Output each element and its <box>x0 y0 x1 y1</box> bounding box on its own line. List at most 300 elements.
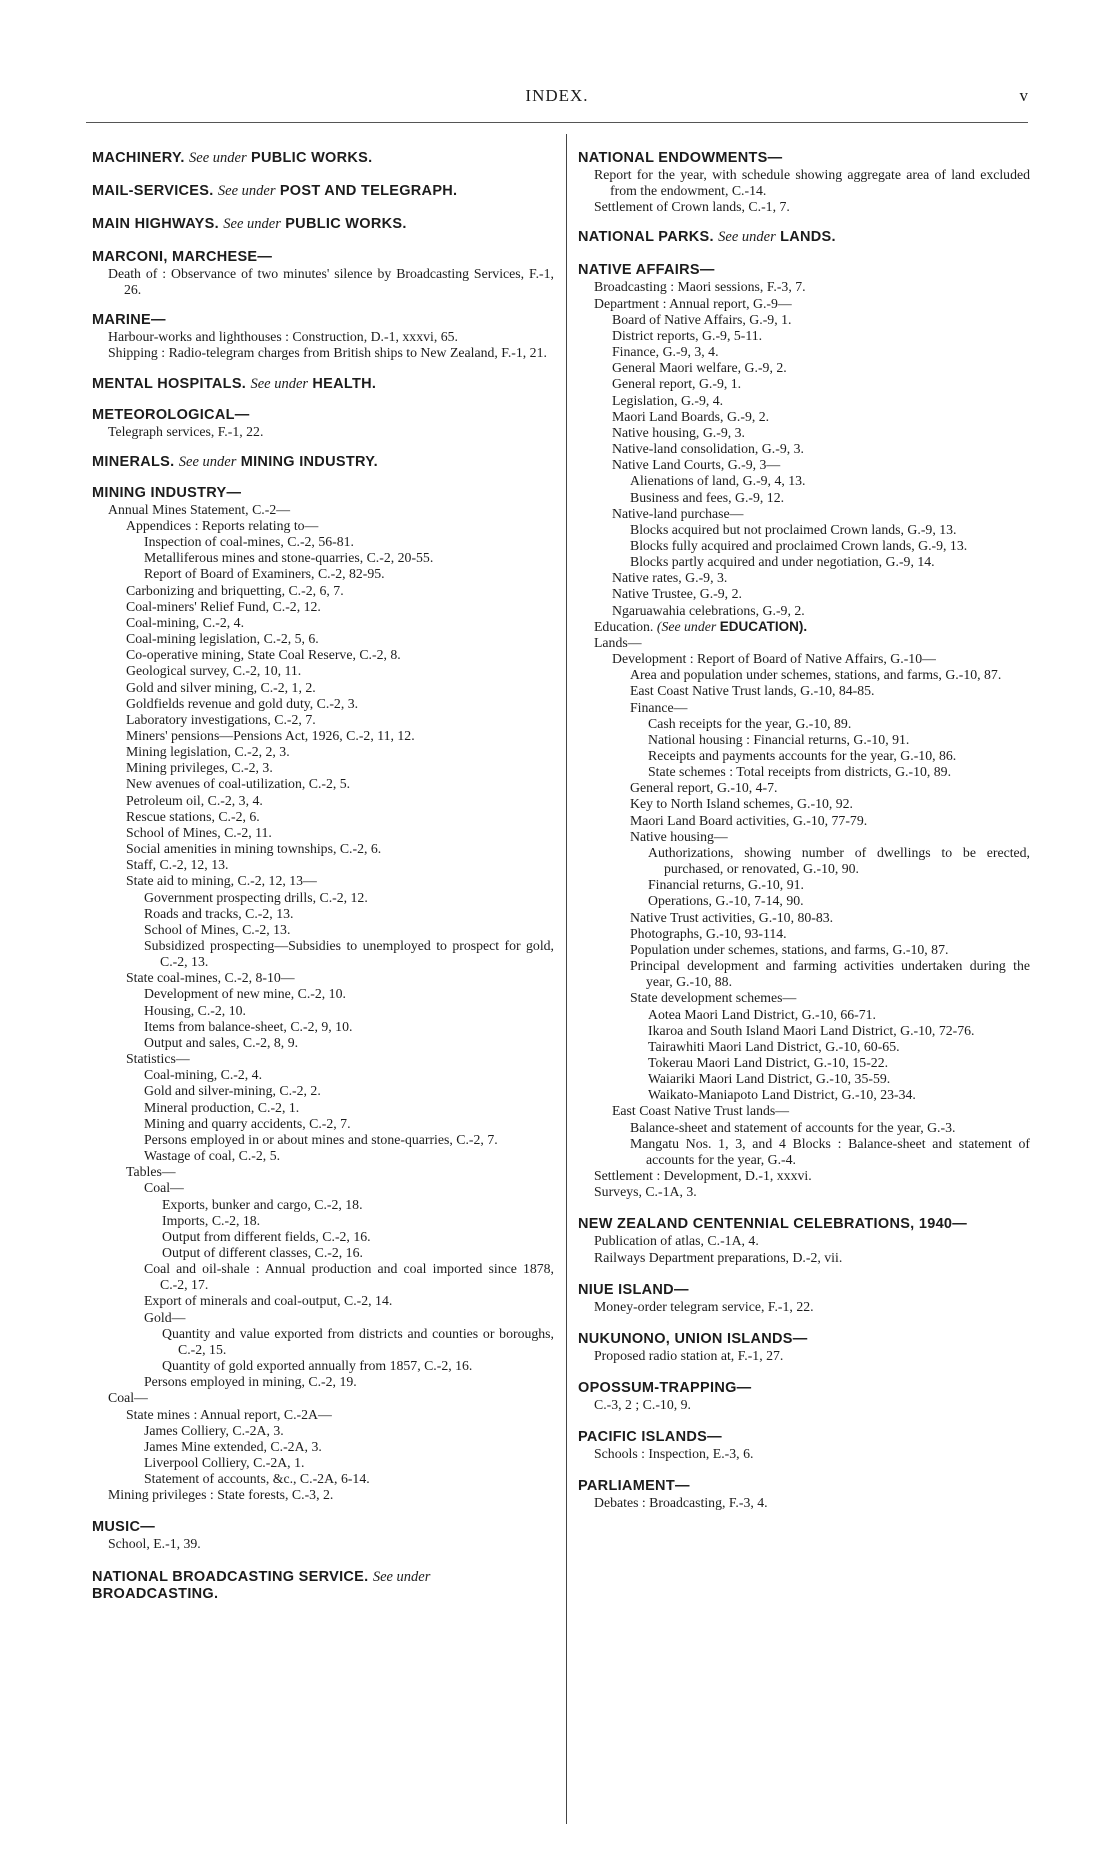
subentry-text: Appendices : Reports relating to— <box>126 517 319 533</box>
index-subentry <box>92 890 554 906</box>
subentry-text: Shipping : Radio-telegram charges from British ships to New Zealand, F.-1, 21. <box>108 345 547 361</box>
subentry-text: Coal-miners' Relief Fund, C.-2, 12. <box>126 598 321 614</box>
index-subentry <box>578 522 1030 538</box>
subentry-text: Development of new mine, C.-2, 10. <box>144 986 346 1002</box>
index-subentry <box>578 780 1030 796</box>
index-heading <box>578 229 1030 246</box>
heading-text: MARCONI, MARCHESE— <box>92 249 273 265</box>
see-under: See under <box>189 150 247 166</box>
subentry-text: Staff, C.-2, 12, 13. <box>126 857 229 873</box>
subentry-text: Lands— <box>594 634 642 650</box>
subentry-text: Annual Mines Statement, C.-2— <box>108 501 291 517</box>
index-subentry <box>92 1067 554 1083</box>
index-subentry <box>92 906 554 922</box>
index-subentry <box>92 329 554 345</box>
page-header <box>86 86 1028 116</box>
index-subentry <box>92 1100 554 1116</box>
index-heading <box>578 1380 1030 1397</box>
subentry-text: National housing : Financial returns, G.-10, 91. <box>648 731 910 747</box>
index-heading <box>578 1429 1030 1446</box>
subentry-text: Geological survey, C.-2, 10, 11. <box>126 663 302 679</box>
subentry-text: Coal— <box>144 1180 184 1196</box>
index-subentry <box>578 538 1030 554</box>
subentry-text: Rescue stations, C.-2, 6. <box>126 808 260 824</box>
heading-text: OPOSSUM-TRAPPING— <box>578 1380 752 1396</box>
index-subentry <box>92 1487 554 1503</box>
index-subentry <box>578 893 1030 909</box>
cross-reference: PUBLIC WORKS. <box>250 150 373 166</box>
index-subentry <box>578 748 1030 764</box>
subentry-text: Finance, G.-9, 3, 4. <box>612 344 719 360</box>
heading-text: NATIVE AFFAIRS— <box>578 262 715 279</box>
subentry-text: Government prospecting drills, C.-2, 12. <box>144 889 368 905</box>
subentry-text: Persons employed in or about mines and stone-quarries, C.-2, 7. <box>144 1131 498 1147</box>
subentry-text: Mining privileges : State forests, C.-3, 2. <box>108 1487 334 1503</box>
index-heading <box>92 485 554 502</box>
heading-text: NEW ZEALAND CENTENNIAL CELEBRATIONS, 1940— <box>578 1216 968 1233</box>
heading-text: MAIL-SERVICES. <box>92 183 214 199</box>
cross-reference: LANDS. <box>780 229 836 246</box>
subentry-text: Wastage of coal, C.-2, 5. <box>144 1148 281 1164</box>
index-subentry <box>578 1087 1030 1103</box>
index-subentry <box>578 829 1030 845</box>
subentry-text: Liverpool Colliery, C.-2A, 1. <box>144 1455 305 1470</box>
index-heading <box>578 1331 1030 1348</box>
index-subentry <box>578 716 1030 732</box>
index-subentry <box>92 1245 554 1261</box>
index-subentry <box>578 1446 1030 1462</box>
subentry-text: C.-3, 2 ; C.-10, 9. <box>594 1397 691 1412</box>
index-subentry <box>578 942 1030 958</box>
index-subentry <box>578 603 1030 619</box>
subentry-text: New avenues of coal-utilization, C.-2, 5. <box>126 776 351 792</box>
index-subentry <box>92 1035 554 1051</box>
heading-text: PACIFIC ISLANDS— <box>578 1429 722 1446</box>
index-subentry <box>92 1148 554 1164</box>
index-subentry <box>578 1495 1030 1511</box>
index-subentry <box>92 1083 554 1099</box>
cross-reference: EDUCATION). <box>719 618 808 634</box>
index-subentry <box>92 809 554 825</box>
index-heading <box>92 1569 554 1603</box>
subentry-text: Coal-mining, C.-2, 4. <box>126 614 245 630</box>
subentry-text: Social amenities in mining townships, C.-2, 6. <box>126 841 382 857</box>
index-subentry <box>92 1019 554 1035</box>
subentry-text: Gold and silver mining, C.-2, 1, 2. <box>126 679 316 695</box>
subentry-text: General report, G.-10, 4-7. <box>630 780 778 796</box>
index-subentry <box>92 1132 554 1148</box>
index-subentry <box>578 1023 1030 1039</box>
index-subentry <box>92 938 554 970</box>
index-subentry <box>578 1055 1030 1071</box>
index-subentry <box>578 312 1030 328</box>
header-rule <box>86 122 1028 123</box>
subentry-text: District reports, G.-9, 5-11. <box>612 327 763 343</box>
index-subentry <box>578 990 1030 1006</box>
subentry-text: Ikaroa and South Island Maori Land District, G.-10, 72-76. <box>648 1022 975 1038</box>
index-heading <box>92 376 554 393</box>
subentry-text: Native rates, G.-9, 3. <box>612 570 728 586</box>
index-subentry <box>92 728 554 744</box>
index-subentry <box>578 1039 1030 1055</box>
subentry-text: Aotea Maori Land District, G.-10, 66-71. <box>648 1006 876 1022</box>
subentry-text: Roads and tracks, C.-2, 13. <box>144 905 294 921</box>
index-column-right <box>578 150 1030 1511</box>
subentry-text: East Coast Native Trust lands— <box>612 1103 790 1119</box>
index-subentry <box>92 1471 554 1487</box>
heading-text: MINING INDUSTRY— <box>92 484 242 501</box>
subentry-text: Population under schemes, stations, and farms, G.-10, 87. <box>630 941 949 957</box>
subentry-text: Blocks fully acquired and proclaimed Crown lands, G.-9, 13. <box>630 537 968 553</box>
index-subentry <box>578 473 1030 489</box>
cross-reference: PUBLIC WORKS. <box>285 216 407 232</box>
cross-reference: MINING INDUSTRY. <box>240 453 378 470</box>
subentry-text: Department : Annual report, G.-9— <box>594 295 792 311</box>
subentry-text: Coal-mining legislation, C.-2, 5, 6. <box>126 631 319 647</box>
subentry-text: Schools : Inspection, E.-3, 6. <box>594 1446 754 1462</box>
subentry-text: Miners' pensions—Pensions Act, 1926, C.-2, 11, 12. <box>126 727 415 743</box>
index-subentry <box>92 1407 554 1423</box>
subentry-text: Mineral production, C.-2, 1. <box>144 1099 300 1115</box>
index-subentry <box>578 796 1030 812</box>
subentry-text: Output of different classes, C.-2, 16. <box>162 1244 363 1260</box>
subentry-text: Money-order telegram service, F.-1, 22. <box>594 1298 814 1314</box>
index-subentry <box>578 732 1030 748</box>
subentry-text: Subsidized prospecting—Subsidies to unemployed to prospect for gold, C.-2, 13. <box>144 938 554 970</box>
index-subentry <box>92 712 554 728</box>
subentry-text: Settlement : Development, D.-1, xxxvi. <box>594 1168 812 1184</box>
cross-reference: BROADCASTING. <box>92 1585 219 1602</box>
subentry-text: Waiariki Maori Land District, G.-10, 35-59. <box>648 1071 891 1087</box>
subentry-text: Quantity and value exported from districts and counties or boroughs, C.-2, 15. <box>162 1325 554 1357</box>
subentry-text: Blocks acquired but not proclaimed Crown lands, G.-9, 13. <box>630 521 957 537</box>
index-subentry <box>578 296 1030 312</box>
index-subentry <box>92 1455 554 1471</box>
subentry-text: Output and sales, C.-2, 8, 9. <box>144 1034 299 1050</box>
index-subentry <box>92 841 554 857</box>
index-subentry <box>578 554 1030 570</box>
index-subentry <box>92 1293 554 1309</box>
subentry-text: Surveys, C.-1A, 3. <box>594 1184 697 1200</box>
index-heading <box>578 1478 1030 1495</box>
subentry-text: State aid to mining, C.-2, 12, 13— <box>126 873 317 889</box>
see-under: See under <box>217 183 276 199</box>
subentry-text: Business and fees, G.-9, 12. <box>630 489 785 505</box>
subentry-text: Persons employed in mining, C.-2, 19. <box>144 1374 357 1390</box>
index-subentry <box>92 615 554 631</box>
index-subentry <box>92 534 554 550</box>
subentry-text: Maori Land Boards, G.-9, 2. <box>612 408 770 424</box>
subentry-text: Legislation, G.-9, 4. <box>612 392 724 408</box>
subentry-text: Statement of accounts, &c., C.-2A, 6-14. <box>144 1471 370 1487</box>
index-subentry <box>92 1261 554 1293</box>
see-under: See under <box>718 229 776 246</box>
index-subentry <box>578 586 1030 602</box>
subentry-text: Laboratory investigations, C.-2, 7. <box>126 711 316 727</box>
subentry-text: Photographs, G.-10, 93-114. <box>630 925 787 941</box>
cross-reference: HEALTH. <box>312 375 377 392</box>
subentry-text: Coal and oil-shale : Annual production and coal imported since 1878, C.-2, 17. <box>144 1261 554 1293</box>
index-subentry <box>578 683 1030 699</box>
subentry-text: General report, G.-9, 1. <box>612 376 742 392</box>
subentry-text: School of Mines, C.-2, 13. <box>144 921 291 937</box>
index-subentry <box>92 1310 554 1326</box>
index-subentry <box>578 619 1030 635</box>
subentry-text: Coal— <box>108 1390 148 1406</box>
subentry-text: Cash receipts for the year, G.-10, 89. <box>648 715 852 731</box>
see-under: See under <box>250 375 309 392</box>
index-subentry <box>578 328 1030 344</box>
subentry-text: Gold— <box>144 1309 186 1325</box>
heading-text: MARINE— <box>92 312 166 329</box>
subentry-text: State mines : Annual report, C.-2A— <box>126 1406 332 1422</box>
index-subentry <box>578 1348 1030 1364</box>
subentry-text: Metalliferous mines and stone-quarries, C.-2, 20-55. <box>144 550 434 566</box>
subentry-text: Principal development and farming activities undertaken during the year, G.-10, 88. <box>630 958 1030 990</box>
subentry-text: Coal-mining, C.-2, 4. <box>144 1067 263 1083</box>
index-subentry <box>92 1213 554 1229</box>
subentry-text: Quantity of gold exported annually from 1857, C.-2, 16. <box>162 1358 473 1374</box>
index-subentry <box>578 1397 1030 1413</box>
index-subentry <box>92 922 554 938</box>
subentry-text: Education. <box>594 618 654 634</box>
index-subentry <box>578 845 1030 877</box>
subentry-text: State development schemes— <box>630 990 797 1006</box>
heading-text: MUSIC— <box>92 1519 156 1536</box>
index-subentry <box>92 424 554 440</box>
index-subentry <box>578 360 1030 376</box>
index-subentry <box>92 631 554 647</box>
subentry-text: Board of Native Affairs, G.-9, 1. <box>612 311 792 327</box>
index-heading <box>92 407 554 424</box>
index-subentry <box>578 1136 1030 1168</box>
subentry-text: Statistics— <box>126 1051 190 1067</box>
heading-text: NATIONAL ENDOWMENTS— <box>578 150 783 166</box>
subentry-text: Items from balance-sheet, C.-2, 9, 10. <box>144 1018 353 1034</box>
subentry-text: Inspection of coal-mines, C.-2, 56-81. <box>144 534 354 550</box>
subentry-text: Carbonizing and briquetting, C.-2, 6, 7. <box>126 582 344 598</box>
index-subentry <box>578 1299 1030 1315</box>
heading-text: MENTAL HOSPITALS. <box>92 375 247 392</box>
index-subentry <box>578 910 1030 926</box>
subentry-text: Settlement of Crown lands, C.-1, 7. <box>594 199 790 215</box>
index-subentry <box>92 663 554 679</box>
heading-text: NUKUNONO, UNION ISLANDS— <box>578 1330 808 1347</box>
subentry-text: Mangatu Nos. 1, 3, and 4 Blocks : Balance-sheet and statement of accounts for the year, G.-4. <box>630 1135 1030 1167</box>
index-subentry <box>578 926 1030 942</box>
heading-text: METEOROLOGICAL— <box>92 406 250 423</box>
index-subentry <box>578 490 1030 506</box>
index-subentry <box>578 1120 1030 1136</box>
index-subentry <box>92 1439 554 1455</box>
index-subentry <box>578 877 1030 893</box>
subentry-text: Waikato-Maniapoto Land District, G.-10, 23-34. <box>648 1087 916 1103</box>
index-subentry <box>92 760 554 776</box>
index-subentry <box>578 700 1030 716</box>
subentry-text: Tokerau Maori Land District, G.-10, 15-22. <box>648 1054 889 1070</box>
index-heading <box>92 312 554 329</box>
index-subentry <box>92 1051 554 1067</box>
index-subentry <box>92 1229 554 1245</box>
subentry-text: State coal-mines, C.-2, 8-10— <box>126 970 295 986</box>
index-heading <box>92 249 554 266</box>
subentry-text: Finance— <box>630 699 688 715</box>
index-subentry <box>92 793 554 809</box>
see-under: See under <box>178 453 237 470</box>
subentry-text: Imports, C.-2, 18. <box>162 1212 261 1228</box>
index-subentry <box>578 441 1030 457</box>
heading-text: MAIN HIGHWAYS. <box>92 216 219 232</box>
subentry-text: Broadcasting : Maori sessions, F.-3, 7. <box>594 279 806 295</box>
subentry-text: Native-land purchase— <box>612 505 744 521</box>
subentry-text: General Maori welfare, G.-9, 2. <box>612 360 787 376</box>
subentry-text: Receipts and payments accounts for the year, G.-10, 86. <box>648 748 957 763</box>
subentry-text: School of Mines, C.-2, 11. <box>126 824 272 840</box>
subentry-text: Operations, G.-10, 7-14, 90. <box>648 893 804 909</box>
index-subentry <box>578 506 1030 522</box>
see-under: See under <box>223 216 281 232</box>
index-subentry <box>92 970 554 986</box>
subentry-text: Goldfields revenue and gold duty, C.-2, 3. <box>126 695 359 711</box>
subentry-text: Report for the year, with schedule showing aggregate area of land excluded from the endowment, C.-14. <box>594 167 1030 199</box>
subentry-text: Native Trustee, G.-9, 2. <box>612 586 742 602</box>
subentry-text: Mining legislation, C.-2, 2, 3. <box>126 744 290 760</box>
see-under: See under <box>372 1568 431 1585</box>
index-subentry <box>578 1168 1030 1184</box>
index-heading <box>578 150 1030 167</box>
index-subentry <box>578 344 1030 360</box>
subentry-text: James Mine extended, C.-2A, 3. <box>144 1438 322 1454</box>
index-subentry <box>578 376 1030 392</box>
index-subentry <box>92 1180 554 1196</box>
index-subentry <box>92 1197 554 1213</box>
index-subentry <box>578 167 1030 199</box>
running-title: INDEX. <box>525 86 589 105</box>
subentry-text: Native Trust activities, G.-10, 80-83. <box>630 909 834 925</box>
index-subentry <box>92 1326 554 1358</box>
index-subentry <box>578 1007 1030 1023</box>
index-subentry <box>92 266 554 298</box>
index-subentry <box>578 1071 1030 1087</box>
index-subentry <box>92 583 554 599</box>
index-subentry <box>578 409 1030 425</box>
subentry-text: Housing, C.-2, 10. <box>144 1002 246 1018</box>
subentry-text: Authorizations, showing number of dwellings to be erected, purchased, or renovated, G.-10, 90. <box>648 844 1030 877</box>
subentry-text: Telegraph services, F.-1, 22. <box>108 423 264 439</box>
subentry-text: Railways Department preparations, D.-2, vii. <box>594 1249 843 1265</box>
index-subentry <box>92 1536 554 1552</box>
index-subentry <box>92 825 554 841</box>
subentry-text: Native-land consolidation, G.-9, 3. <box>612 441 804 457</box>
index-subentry <box>92 345 554 361</box>
index-subentry <box>92 647 554 663</box>
subentry-text: Maori Land Board activities, G.-10, 77-79. <box>630 812 868 828</box>
heading-text: PARLIAMENT— <box>578 1478 690 1495</box>
index-subentry <box>578 813 1030 829</box>
subentry-text: Gold and silver-mining, C.-2, 2. <box>144 1083 321 1099</box>
index-heading <box>92 216 554 233</box>
index-subentry <box>578 1103 1030 1119</box>
index-subentry <box>92 776 554 792</box>
subentry-text: Tables— <box>126 1164 176 1180</box>
index-subentry <box>92 1164 554 1180</box>
index-subentry <box>578 1250 1030 1266</box>
subentry-text: Death of : Observance of two minutes' silence by Broadcasting Services, F.-1, 26. <box>108 266 554 298</box>
index-subentry <box>578 393 1030 409</box>
column-divider <box>566 134 567 1824</box>
index-subentry <box>92 599 554 615</box>
index-subentry <box>578 958 1030 990</box>
subentry-text: Proposed radio station at, F.-1, 27. <box>594 1347 784 1363</box>
subentry-text: Mining and quarry accidents, C.-2, 7. <box>144 1115 351 1131</box>
subentry-text: Exports, bunker and cargo, C.-2, 18. <box>162 1196 363 1212</box>
index-heading <box>578 1282 1030 1299</box>
index-subentry <box>92 550 554 566</box>
index-subentry <box>578 457 1030 473</box>
index-heading <box>578 262 1030 279</box>
subentry-text: East Coast Native Trust lands, G.-10, 84-85. <box>630 683 875 699</box>
index-subentry <box>578 764 1030 780</box>
index-subentry <box>578 635 1030 651</box>
subentry-text: Harbour-works and lighthouses : Construction, D.-1, xxxvi, 65. <box>108 329 458 345</box>
heading-text: MACHINERY. <box>92 150 185 166</box>
subentry-text: Financial returns, G.-10, 91. <box>648 877 804 893</box>
index-subentry <box>578 651 1030 667</box>
index-heading <box>92 454 554 471</box>
subentry-text: Area and population under schemes, stations, and farms, G.-10, 87. <box>630 667 1002 683</box>
index-subentry <box>578 1184 1030 1200</box>
subentry-text: Debates : Broadcasting, F.-3, 4. <box>594 1495 768 1511</box>
heading-text: NATIONAL BROADCASTING SERVICE. <box>92 1568 369 1585</box>
index-subentry <box>578 667 1030 683</box>
index-subentry <box>92 566 554 582</box>
see-under: (See under <box>656 618 717 634</box>
index-subentry <box>92 696 554 712</box>
index-subentry <box>92 1423 554 1439</box>
index-heading <box>92 150 554 167</box>
page-number: v <box>1019 86 1028 105</box>
subentry-text: Blocks partly acquired and under negotiation, G.-9, 14. <box>630 554 935 570</box>
cross-reference: POST AND TELEGRAPH. <box>279 183 458 199</box>
subentry-text: Native housing, G.-9, 3. <box>612 424 745 440</box>
subentry-text: Balance-sheet and statement of accounts for the year, G.-3. <box>630 1119 956 1135</box>
index-subentry <box>92 1116 554 1132</box>
index-subentry <box>92 857 554 873</box>
subentry-text: Key to North Island schemes, G.-10, 92. <box>630 796 854 812</box>
subentry-text: State schemes : Total receipts from districts, G.-10, 89. <box>648 764 952 780</box>
subentry-text: Co-operative mining, State Coal Reserve, C.-2, 8. <box>126 647 401 663</box>
index-subentry <box>578 570 1030 586</box>
subentry-text: Tairawhiti Maori Land District, G.-10, 60-65. <box>648 1038 900 1054</box>
subentry-text: Native housing— <box>630 828 728 844</box>
index-subentry <box>92 1390 554 1406</box>
index-subentry <box>92 744 554 760</box>
index-subentry <box>92 518 554 534</box>
index-subentry <box>92 986 554 1002</box>
subentry-text: Alienations of land, G.-9, 4, 13. <box>630 473 806 489</box>
heading-text: NATIONAL PARKS. <box>578 229 714 246</box>
index-subentry <box>578 279 1030 295</box>
index-subentry <box>92 1003 554 1019</box>
heading-text: MINERALS. <box>92 453 175 470</box>
subentry-text: Petroleum oil, C.-2, 3, 4. <box>126 792 263 808</box>
index-subentry <box>92 873 554 889</box>
index-heading <box>92 183 554 200</box>
subentry-text: Output from different fields, C.-2, 16. <box>162 1228 371 1244</box>
subentry-text: Development : Report of Board of Native Affairs, G.-10— <box>612 651 936 667</box>
index-column-left <box>92 150 554 1603</box>
index-subentry <box>92 502 554 518</box>
